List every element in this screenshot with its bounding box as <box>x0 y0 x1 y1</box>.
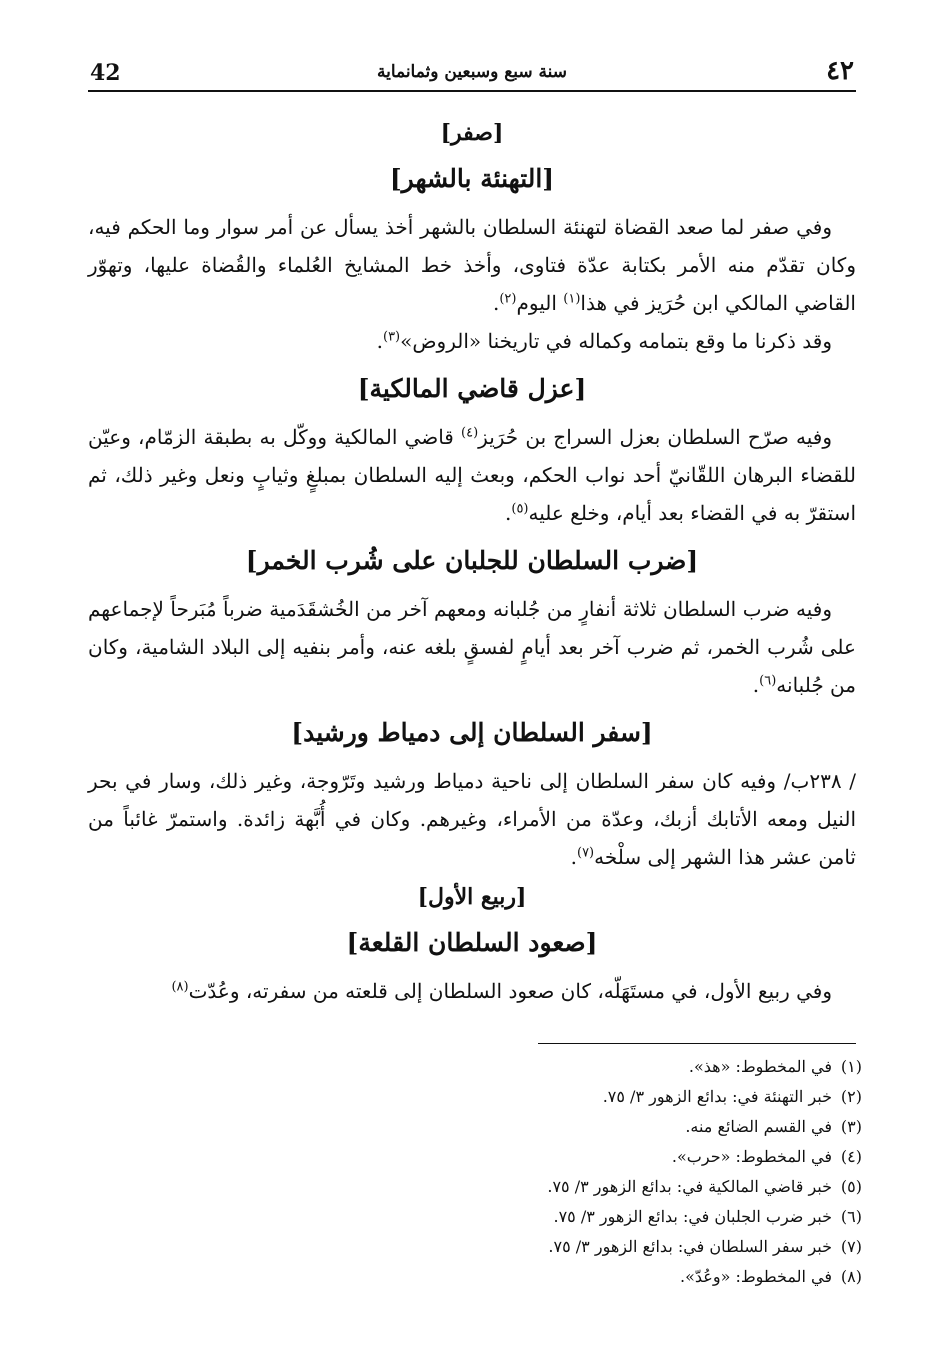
paragraph-text: وفي ربيع الأول، في مستَهَلّه، كان صعود السلطان إلى قلعته من سفرته، وعُدّت <box>188 979 832 1003</box>
footnote-ref-1[interactable]: (١) <box>563 291 581 307</box>
footnote-ref-7[interactable]: (٧) <box>576 845 595 861</box>
footnote-1 <box>88 1052 862 1082</box>
footnote-ref-4[interactable]: (٤) <box>461 425 479 441</box>
paragraph-beating <box>88 590 856 704</box>
footnote-number: (٧) <box>840 1237 862 1256</box>
footnote-5 <box>88 1172 862 1202</box>
footnotes <box>88 1052 862 1292</box>
paragraph-text: وقد ذكرنا ما وقع بتمامه وكماله في تاريخنا «الروض» <box>400 329 832 353</box>
footnote-number: (١) <box>840 1057 862 1076</box>
footnote-ref-8[interactable]: (٨) <box>171 979 189 995</box>
footnote-text: في القسم الضائع منه. <box>685 1117 832 1136</box>
page-number-arabic: ٤٢ <box>826 56 854 86</box>
page-header <box>88 56 856 92</box>
section-heading-beating: [ضرب السلطان للجلبان على شُرب الخمر] <box>245 546 699 575</box>
paragraph-dismissal <box>88 418 856 532</box>
footnote-text: في المخطوط: «هذ». <box>688 1057 832 1076</box>
footnote-6 <box>88 1202 862 1232</box>
paragraph-text: وفي صفر لما صعد القضاة لتهنئة السلطان بالشهر أخذ يسأل عن أمر سوار وما الحكم فيه، وكان تقدّم منه الأمر بكتابة عدّة فتاوى، وأخذ خط المشايخ العُلماء والقُضاة عليها، وتهوّر القاضي المالكي ابن حُرَيز في هذا <box>88 215 856 315</box>
paragraph-text: اليوم <box>516 291 564 315</box>
footnote-ref-2[interactable]: (٢) <box>499 291 517 307</box>
paragraph-end: . <box>570 845 577 869</box>
header-rule <box>88 90 856 92</box>
section-heading-travel: [سفر السلطان إلى دمياط ورشيد] <box>291 718 653 747</box>
paragraph-end: . <box>492 291 500 315</box>
footnote-3 <box>88 1112 862 1142</box>
paragraph-text: / ٢٣٨ب/ وفيه كان سفر السلطان إلى ناحية دمياط ورشيد وتَرّوجة، وغير ذلك، وسار في بحر النيل ومعه الأتابك أزبك، وعدّة من الأمراء، وغيرهم. وكان في أُبَّهة زائدة. واستمرّ غائباً من ثامن عشر هذا الشهر إلى سلْخه <box>88 769 856 869</box>
footnote-text: خبر قاضي المالكية في: بدائع الزهور ٣/ ٧٥. <box>547 1177 832 1196</box>
section-heading-congratulation: [التهنئة بالشهر] <box>389 164 555 193</box>
footnote-text: خبر سفر السلطان في: بدائع الزهور ٣/ ٧٥. <box>548 1237 832 1256</box>
footnote-ref-6[interactable]: (٦) <box>759 673 777 689</box>
footnote-text: في المخطوط: «وعُدّ». <box>680 1267 832 1286</box>
footnote-number: (٢) <box>840 1087 862 1106</box>
paragraph-end: . <box>505 501 512 525</box>
month-heading-rabi: [ربيع الأول] <box>417 884 527 910</box>
footnote-text: في المخطوط: «حرب». <box>671 1147 832 1166</box>
footnote-number: (٦) <box>840 1207 862 1226</box>
footnote-number: (٣) <box>840 1117 862 1136</box>
footnote-ref-3[interactable]: (٣) <box>382 329 401 345</box>
paragraph-text: وفيه صرّح السلطان بعزل السراج بن حُرَيز <box>478 425 832 449</box>
running-title: سنة سبع وسبعين وثمانماية <box>376 62 568 82</box>
main-text <box>88 112 856 1010</box>
section-heading-ascent: [صعود السلطان القلعة] <box>346 928 598 957</box>
footnote-ref-5[interactable]: (٥) <box>511 501 529 517</box>
paragraph-ascent <box>88 972 856 1010</box>
footnote-8 <box>88 1262 862 1292</box>
footnote-number: (٥) <box>840 1177 862 1196</box>
paragraph-end: . <box>376 329 383 353</box>
month-heading-safar: [صفر] <box>440 120 504 146</box>
paragraph-text: وفيه ضرب السلطان ثلاثة أنفارٍ من جُلبانه ومعهم آخر من الخُشقَدَمية ضرباً مُبَرحاً لإجماعهم على شُرب الخمر، ثم ضرب آخر بعد أيامٍ لفسقٍ بلغه عنه، وأمر بنفيه إلى البلاد الشامية، وكان من جُلبانه <box>88 597 856 697</box>
section-heading-dismissal: [عزل قاضي المالكية] <box>357 374 587 403</box>
footnote-4 <box>88 1142 862 1172</box>
footnote-7 <box>88 1232 862 1262</box>
paragraph-end: . <box>752 673 760 697</box>
footnote-rule <box>538 1043 856 1044</box>
footnote-text: خبر ضرب الجلبان في: بدائع الزهور ٣/ ٧٥. <box>553 1207 832 1226</box>
footnote-number: (٤) <box>840 1147 862 1166</box>
paragraph-rawd <box>88 322 856 360</box>
footnote-number: (٨) <box>840 1267 862 1286</box>
paragraph-travel <box>88 762 856 876</box>
paragraph-congratulation <box>88 208 856 322</box>
footnote-2 <box>88 1082 862 1112</box>
paragraph-text: قاضي المالكية ووكّل به بطبقة الزمّام، وعيّن للقضاء البرهان اللقّانيّ أحد نواب الحكم، وبعث إليه السلطان بمبلغٍ وثيابٍ ونعل وغير ذلك، ثم استقرّ به في القضاء بعد أيام، وخلع عليه <box>88 425 856 525</box>
page-number-latin: 42 <box>90 60 121 86</box>
footnote-text: خبر التهنئة في: بدائع الزهور ٣/ ٧٥. <box>602 1087 832 1106</box>
